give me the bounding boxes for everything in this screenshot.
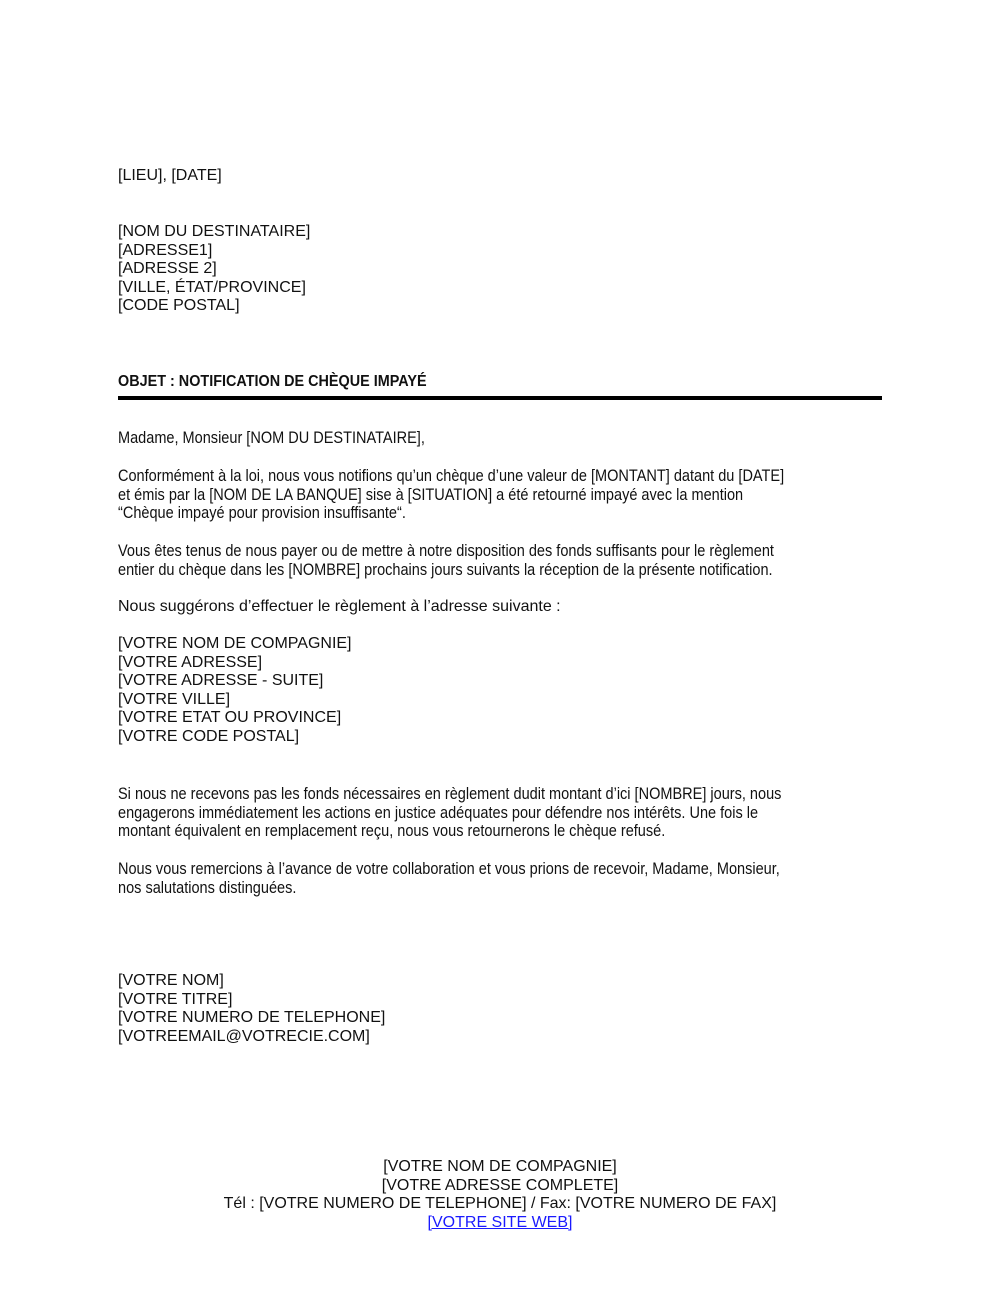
paragraph-line: Nous suggérons d’effectuer le règlement à l’adresse suivante : <box>118 598 561 615</box>
paragraph-line: et émis par la [NOM DE LA BANQUE] sise à [SITUATION] a été retourné impayé avec la mention <box>118 485 744 504</box>
recipient-address-1: [ADRESSE1] <box>118 241 213 259</box>
payment-address-line: [VOTRE ADRESSE] <box>118 653 263 671</box>
salutation <box>118 429 467 448</box>
signature-email: [VOTREEMAIL@VOTRECIE.COM] <box>118 1027 370 1045</box>
paragraph-notification <box>118 467 875 523</box>
subject-divider <box>118 396 882 400</box>
signature-name: [VOTRE NOM] <box>118 972 224 989</box>
paragraph-legal-action <box>118 785 872 841</box>
payment-state: [VOTRE ETAT OU PROVINCE] <box>118 709 342 727</box>
footer-address: [VOTRE ADRESSE COMPLETE] <box>381 1176 619 1194</box>
payment-address <box>118 635 352 747</box>
paragraph-line: entier du chèque dans les [NOMBRE] prochains jours suivants la réception de la présente notification. <box>118 560 773 579</box>
paragraph-line: Nous vous remercions à l’avance de votre collaboration et vous prions de recevoir, Madame, Monsieur, <box>118 860 780 878</box>
paragraph-line: nos salutations distinguées. <box>118 878 297 897</box>
paragraph-line: Si nous ne recevons pas les fonds nécessaires en règlement dudit montant d’ici [NOMBRE] jours, nous <box>118 785 782 803</box>
payment-city: [VOTRE VILLE] <box>118 690 231 708</box>
footer-contact: Tél : [VOTRE NUMERO DE TELEPHONE] / Fax: [VOTRE NUMERO DE FAX] <box>223 1195 777 1213</box>
place-date <box>118 167 222 186</box>
paragraph-closing <box>118 860 870 897</box>
salutation-text: Madame, Monsieur [NOM DU DESTINATAIRE], <box>118 429 425 447</box>
paragraph-line: Conformément à la loi, nous vous notifions qu’un chèque d’une valeur de [MONTANT] datant du [DATE] <box>118 467 785 485</box>
recipient-postal-code: [CODE POSTAL] <box>118 297 240 315</box>
place-date-text: [LIEU], [DATE] <box>118 167 222 184</box>
paragraph-line: montant équivalent en remplacement reçu, nous vous retournerons le chèque refusé. <box>118 822 666 841</box>
recipient-name: [NOM DU DESTINATAIRE] <box>118 223 311 240</box>
recipient-city-state: [VILLE, ÉTAT/PROVINCE] <box>118 278 306 296</box>
paragraph-line: “Chèque impayé pour provision insuffisante“. <box>118 504 406 523</box>
payment-postal-code: [VOTRE CODE POSTAL] <box>118 727 300 745</box>
paragraph-payment-instructions <box>118 598 561 617</box>
footer-website-link[interactable]: [VOTRE SITE WEB] <box>427 1213 573 1231</box>
footer-company: [VOTRE NOM DE COMPAGNIE] <box>383 1158 617 1175</box>
signature-phone: [VOTRE NUMERO DE TELEPHONE] <box>118 1009 386 1027</box>
subject-line: OBJET : NOTIFICATION DE CHÈQUE IMPAYÉ <box>118 373 427 390</box>
paragraph-payment-demand <box>118 542 863 579</box>
payment-company-name: [VOTRE NOM DE COMPAGNIE] <box>118 635 352 652</box>
letter-footer <box>0 1158 1000 1232</box>
signature-title: [VOTRE TITRE] <box>118 990 233 1008</box>
recipient-address-2: [ADRESSE 2] <box>118 260 217 278</box>
paragraph-line: engagerons immédiatement les actions en justice adéquates pour défendre nos intérêts. Une fois le <box>118 803 759 822</box>
signature-block <box>118 972 385 1046</box>
paragraph-line: Vous êtes tenus de nous payer ou de mettre à notre disposition des fonds suffisants pour le règlement <box>118 542 774 560</box>
recipient-address <box>118 223 310 316</box>
payment-address-suite: [VOTRE ADRESSE - SUITE] <box>118 672 324 690</box>
